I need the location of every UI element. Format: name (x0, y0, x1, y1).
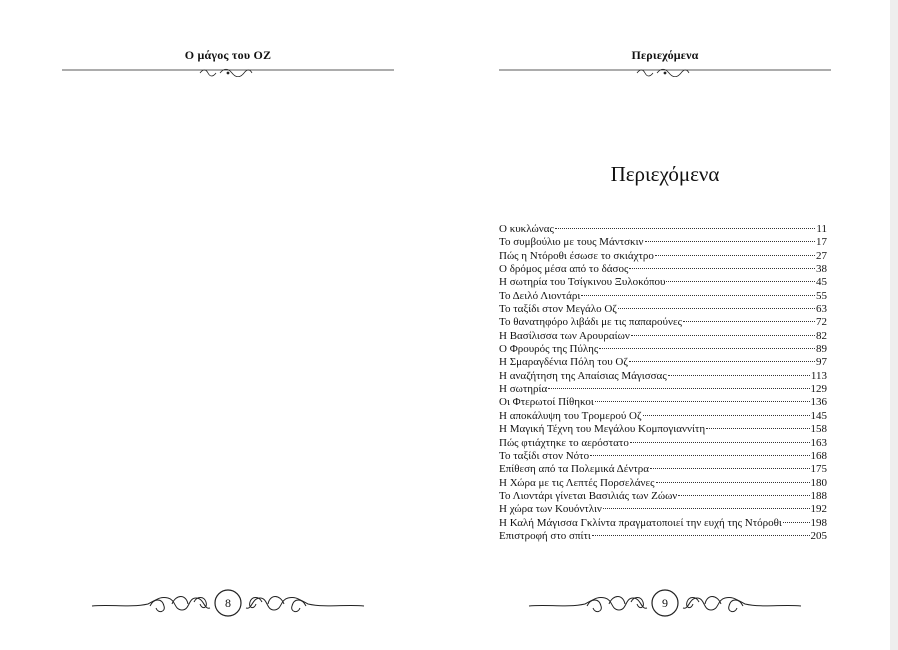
right-running-head: Περιεχόμενα (631, 48, 699, 62)
toc-entry-label: Το Δειλό Λιοντάρι (499, 289, 581, 302)
toc-entry[interactable] (499, 303, 827, 316)
toc-dot-leader (683, 321, 815, 322)
header-ornament-rule (60, 65, 396, 77)
toc-entry-label: Η Χώρα με τις Λεπτές Πορσελάνες (499, 476, 655, 489)
toc-entry-page: 129 (810, 383, 827, 396)
toc-entry-label: Η Βασίλισσα των Αρουραίων (499, 329, 630, 342)
toc-entry[interactable] (499, 530, 827, 543)
toc-entry-page: 145 (810, 409, 827, 422)
toc-dot-leader (645, 241, 815, 242)
toc-dot-leader (595, 401, 810, 402)
toc-dot-leader (783, 522, 810, 523)
toc-dot-leader (590, 455, 809, 456)
toc-entry-label: Πώς η Ντόροθι έσωσε το σκιάχτρο (499, 249, 654, 262)
toc-dot-leader (706, 428, 809, 429)
toc-entry-page: 45 (816, 276, 827, 289)
toc-entry-page: 55 (816, 289, 827, 302)
toc-entry-label: Επίθεση από τα Πολεμικά Δέντρα (499, 463, 649, 476)
toc-entry-page: 168 (810, 449, 827, 462)
toc-entry[interactable] (499, 423, 827, 436)
toc-entry-page: 11 (816, 223, 827, 235)
toc-list (499, 223, 827, 543)
toc-entry-label: Το Λιοντάρι γίνεται Βασιλιάς των Ζώων (499, 489, 678, 502)
toc-dot-leader (655, 255, 815, 256)
toc-entry-label: Η Καλή Μάγισσα Γκλίντα πραγματοποιεί την ευχή της Ντόροθι (499, 516, 782, 529)
toc-entry-label: Οι Φτερωτοί Πίθηκοι (499, 396, 594, 409)
toc-entry-page: 180 (810, 476, 827, 489)
toc-entry-page: 192 (810, 503, 827, 516)
toc-entry[interactable] (499, 250, 827, 263)
toc-entry-page: 63 (816, 303, 827, 316)
toc-entry[interactable] (499, 477, 827, 490)
toc-entry-page: 113 (810, 369, 827, 382)
toc-entry[interactable] (499, 383, 827, 396)
toc-entry-page: 97 (816, 356, 827, 369)
toc-entry-page: 158 (810, 423, 827, 436)
toc-entry-page: 82 (816, 329, 827, 342)
toc-entry[interactable] (499, 223, 827, 236)
header-ornament-rule (497, 65, 833, 77)
toc-entry-label: Η σωτηρία του Τσίγκινου Ξυλοκόπου (499, 276, 666, 289)
toc-entry-page: 175 (810, 463, 827, 476)
toc-entry[interactable] (499, 396, 827, 409)
page-edge (890, 0, 898, 650)
toc-entry-label: Ο Φρουρός της Πύλης (499, 343, 599, 356)
toc-dot-leader (678, 495, 809, 496)
toc-entry[interactable] (499, 490, 827, 503)
left-running-head: Ο μάγος του ΟΖ (184, 48, 272, 62)
toc-dot-leader (668, 375, 810, 376)
toc-entry-label: Η αποκάλυψη του Τρομερού Οζ (499, 409, 642, 422)
toc-dot-leader (548, 388, 809, 389)
toc-entry-page: 17 (816, 236, 827, 249)
toc-entry[interactable] (499, 276, 827, 289)
toc-dot-leader (643, 415, 810, 416)
toc-entry[interactable] (499, 503, 827, 516)
toc-entry-label: Η αναζήτηση της Απαίσιας Μάγισσας (499, 369, 667, 382)
toc-entry[interactable] (499, 463, 827, 476)
toc-entry-label: Ο δρόμος μέσα από το δάσος (499, 263, 629, 276)
toc-entry-page: 89 (816, 343, 827, 356)
left-page (60, 0, 396, 650)
toc-dot-leader (555, 228, 816, 229)
toc-title: Περιεχόμενα (610, 162, 720, 187)
toc-entry-label: Επιστροφή στο σπίτι (499, 529, 591, 542)
toc-entry[interactable] (499, 517, 827, 530)
toc-dot-leader (666, 281, 815, 282)
toc-entry-label: Η σωτηρία (499, 383, 548, 396)
toc-entry-page: 163 (810, 436, 827, 449)
toc-entry-label: Η χώρα των Κουόντλιν (499, 503, 602, 516)
toc-entry-label: Η Μαγική Τέχνη του Μεγάλου Κομπογιαννίτη (499, 423, 706, 436)
toc-dot-leader (656, 482, 810, 483)
toc-entry[interactable] (499, 330, 827, 343)
page-number-left: 8 (225, 596, 231, 610)
toc-entry-label: Ο κυκλώνας (499, 223, 554, 235)
toc-entry-page: 136 (810, 396, 827, 409)
toc-dot-leader (629, 361, 815, 362)
toc-entry-page: 198 (810, 516, 827, 529)
toc-entry[interactable] (499, 290, 827, 303)
toc-dot-leader (618, 308, 815, 309)
toc-entry[interactable] (499, 370, 827, 383)
toc-entry-page: 38 (816, 263, 827, 276)
toc-dot-leader (581, 295, 815, 296)
toc-entry[interactable] (499, 356, 827, 369)
toc-dot-leader (631, 335, 815, 336)
toc-entry[interactable] (499, 343, 827, 356)
toc-dot-leader (592, 535, 810, 536)
toc-entry[interactable] (499, 437, 827, 450)
toc-entry-page: 188 (810, 489, 827, 502)
toc-dot-leader (599, 348, 815, 349)
toc-dot-leader (630, 442, 810, 443)
toc-entry-label: Το ταξίδι στον Μεγάλο Οζ (499, 303, 617, 316)
toc-entry-label: Πώς φτιάχτηκε το αερόστατο (499, 436, 629, 449)
toc-entry-label: Το θανατηφόρο λιβάδι με τις παπαρούνες (499, 316, 682, 329)
toc-dot-leader (650, 468, 810, 469)
toc-entry[interactable] (499, 450, 827, 463)
page-number-right: 9 (662, 596, 668, 610)
toc-entry[interactable] (499, 263, 827, 276)
toc-dot-leader (629, 268, 815, 269)
toc-entry-page: 27 (816, 249, 827, 262)
toc-entry-label: Η Σμαραγδένια Πόλη του Οζ (499, 356, 628, 369)
toc-entry-page: 205 (810, 529, 827, 542)
toc-entry-label: Το συμβούλιο με τους Μάντσκιν (499, 236, 644, 249)
toc-entry-page: 72 (816, 316, 827, 329)
toc-entry[interactable] (499, 236, 827, 249)
right-page (497, 0, 833, 650)
toc-dot-leader (603, 508, 810, 509)
toc-entry-label: Το ταξίδι στον Νότο (499, 449, 590, 462)
toc-entry[interactable] (499, 410, 827, 423)
toc-entry[interactable] (499, 316, 827, 329)
